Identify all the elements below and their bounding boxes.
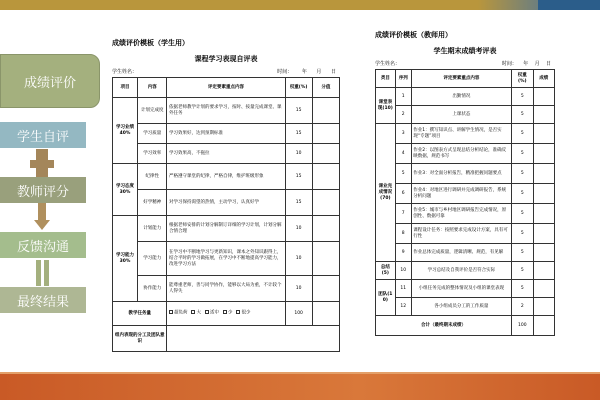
header-cell: 分值 (312, 78, 339, 98)
row-weight: 15 (285, 98, 312, 124)
flow-sidebar (0, 10, 110, 374)
row-desc: 依据老师教学计划的要求学习，按时、按量完成课堂、课外任务 (167, 98, 285, 124)
row-number: 1 (395, 88, 411, 106)
row-content: 纪律性 (137, 164, 167, 190)
header-cell: 项目 (113, 78, 138, 98)
row-desc: 作业5：城市与乡村地区调研报告完成情况，原创性、数据可靠 (411, 204, 511, 224)
table-row (376, 280, 555, 298)
score-cell[interactable] (533, 124, 554, 144)
evaluation-weight: 100 (285, 302, 312, 326)
footer-input[interactable] (167, 326, 340, 352)
row-number: 4 (395, 144, 411, 164)
row-number: 10 (395, 262, 411, 280)
checkbox-icon (191, 310, 195, 314)
row-desc: 作业4：对地区进行调研并完成调研报告，系统分析问题 (411, 184, 511, 204)
option-overload[interactable]: 超负荷 (169, 310, 188, 317)
evaluation-row (113, 302, 340, 326)
row-desc: 小组任务完成的整体情况及小组的课堂表现 (411, 280, 511, 298)
equals-icon-bar (44, 260, 49, 286)
score-cell[interactable] (312, 276, 339, 302)
row-weight: 5 (512, 262, 533, 280)
student-doc-meta (112, 68, 340, 75)
student-name-label: 学生姓名： (112, 69, 138, 75)
score-cell[interactable] (533, 88, 554, 106)
row-content: 计划完成度 (137, 98, 167, 124)
teacher-date-line: 时间： 年 月 日 (501, 61, 551, 67)
row-content: 学习质量 (137, 124, 167, 144)
row-weight: 5 (512, 106, 533, 124)
score-cell[interactable] (312, 98, 339, 124)
table-row (376, 88, 555, 106)
step-student-self-eval: 学生自评 (0, 122, 86, 148)
table-row (113, 216, 340, 242)
score-cell[interactable] (533, 164, 554, 184)
top-accent-blue (538, 0, 600, 10)
step-final-result: 最终结果 (0, 287, 86, 313)
score-cell[interactable] (533, 280, 554, 298)
table-row (376, 124, 555, 144)
table-row (113, 242, 340, 276)
option-large[interactable]: 大 (191, 310, 201, 317)
row-weight: 10 (285, 144, 312, 164)
student-eval-table (112, 77, 340, 352)
row-desc: 作业2：以图表方式呈现总结分析结论，准确反映数据，规范书写 (411, 144, 511, 164)
score-cell[interactable] (312, 190, 339, 216)
total-score-cell[interactable] (533, 316, 554, 336)
row-number: 9 (395, 244, 411, 262)
score-cell[interactable] (312, 242, 339, 276)
footer-label: 组内表现的分工及团队意识 (113, 326, 167, 352)
header-cell: 评定要素重点内容 (411, 70, 511, 88)
evaluation-label: 教学任务量 (113, 302, 167, 326)
group-label: 学习态度30% (113, 164, 138, 216)
plus-icon-bar (30, 160, 54, 168)
teacher-name-label: 学生姓名： (375, 61, 401, 67)
table-row (113, 98, 340, 124)
score-cell[interactable] (533, 144, 554, 164)
header-cell: 权重(%) (512, 70, 533, 88)
row-weight: 15 (285, 164, 312, 190)
score-cell[interactable] (312, 164, 339, 190)
table-row (113, 190, 340, 216)
teacher-evaluation-document (375, 30, 555, 360)
student-date-line: 时间： 年 月 日 (277, 69, 336, 75)
score-cell[interactable] (312, 124, 339, 144)
student-evaluation-document (112, 38, 340, 368)
row-desc: 对学习保持渴望的热情，主动学习，认真好学 (167, 190, 285, 216)
option-very-few[interactable]: 很少 (236, 310, 250, 317)
arrow-down-icon-head (34, 220, 50, 230)
row-weight: 10 (285, 216, 312, 242)
checkbox-icon (205, 310, 209, 314)
row-desc: 学习效果高，不拖拉 (167, 144, 285, 164)
row-desc: 根据老师安排的计划分解制订详细的学习计划，计划分解合情合理 (167, 216, 285, 242)
row-desc: 出勤情况 (411, 88, 511, 106)
teacher-table-title: 学生期末成绩考评表 (433, 47, 497, 55)
table-row (376, 298, 555, 316)
row-number: 2 (395, 106, 411, 124)
row-weight: 5 (512, 184, 533, 204)
score-cell[interactable] (533, 298, 554, 316)
row-desc: 学习总结及自我评价是否符合实际 (411, 262, 511, 280)
score-cell[interactable] (312, 302, 339, 326)
evaluation-options (167, 302, 285, 326)
row-number: 8 (395, 224, 411, 244)
row-weight: 10 (285, 276, 312, 302)
group-label: 课堂表现(10) (376, 88, 396, 124)
row-weight: 15 (285, 124, 312, 144)
table-row (113, 124, 340, 144)
table-row (376, 144, 555, 164)
group-label: 团队(10) (376, 280, 396, 316)
group-label: 学习业绩40% (113, 98, 138, 164)
teacher-eval-table (375, 69, 555, 336)
score-cell[interactable] (533, 244, 554, 262)
header-cell: 内容 (137, 78, 167, 98)
step-teacher-scoring: 教师评分 (0, 177, 86, 203)
top-accent-gradient (478, 0, 538, 10)
row-number: 12 (395, 298, 411, 316)
row-weight: 15 (285, 190, 312, 216)
row-weight: 5 (512, 224, 533, 244)
equals-icon (36, 260, 41, 286)
group-label: 学习能力30% (113, 216, 138, 302)
row-desc: 学习效果好，达到预期标准 (167, 124, 285, 144)
table-row (376, 262, 555, 280)
row-weight: 5 (512, 124, 533, 144)
row-desc: 严格遵守课堂的纪律，严格自律，维护班级形象 (167, 164, 285, 190)
row-weight: 5 (512, 88, 533, 106)
total-row (376, 316, 555, 336)
student-doc-title: 成绩评价模板（学生用） (112, 39, 189, 47)
row-content: 学习能力 (137, 242, 167, 276)
table-row (113, 144, 340, 164)
score-cell[interactable] (533, 184, 554, 204)
row-number: 7 (395, 204, 411, 224)
row-content: 好学精神 (137, 190, 167, 216)
footer-row (113, 326, 340, 352)
table-row (376, 244, 555, 262)
row-weight: 5 (512, 244, 533, 262)
score-cell[interactable] (312, 144, 339, 164)
table-row (113, 164, 340, 190)
table-row (376, 204, 555, 224)
table-row (376, 184, 555, 204)
row-number: 3 (395, 124, 411, 144)
header-cell: 评定要素重点内容 (167, 78, 285, 98)
row-desc: 课程设计任务：按照要求完成设计方案，具有可行性 (411, 224, 511, 244)
row-weight: 10 (285, 242, 312, 276)
score-cell[interactable] (312, 216, 339, 242)
teacher-doc-meta (375, 60, 555, 67)
header-cell: 成绩 (533, 70, 554, 88)
group-label: 总结(5) (376, 262, 396, 280)
checkbox-icon (169, 310, 173, 314)
table-header-row (113, 78, 340, 98)
option-moderate[interactable]: 适中 (205, 310, 219, 317)
row-desc: 在学习中不断地学习与更新知识，课本之外知识跟得上，结合平时的学习做拓展，在学习中不断地提高学习能力，改进学习方法 (167, 242, 285, 276)
table-row (113, 276, 340, 302)
table-row (376, 224, 555, 244)
row-number: 6 (395, 184, 411, 204)
header-cell: 类目 (376, 70, 396, 88)
checkbox-icon (236, 310, 240, 314)
option-few[interactable]: 少 (223, 310, 233, 317)
row-number: 11 (395, 280, 411, 298)
row-desc: 能尊重老师，善与同学协作，能够以大局为重，不计较个人得失 (167, 276, 285, 302)
row-desc: 作业总体完成质量，逻辑清晰、规范，有见解 (411, 244, 511, 262)
score-cell[interactable] (533, 106, 554, 124)
row-weight: 2 (512, 298, 533, 316)
arrow-down-icon (38, 203, 46, 221)
score-cell[interactable] (533, 204, 554, 224)
row-desc: 各小组成员分工的工作质量 (411, 298, 511, 316)
row-content: 学习效率 (137, 144, 167, 164)
row-content: 协作能力 (137, 276, 167, 302)
total-label: 合计（最终期末成绩） (376, 316, 512, 336)
sidebar-title: 成绩评价 (0, 54, 100, 108)
bottom-accent-bar (0, 374, 600, 400)
checkbox-icon (223, 310, 227, 314)
table-row (376, 106, 555, 124)
row-weight: 5 (512, 144, 533, 164)
score-cell[interactable] (533, 262, 554, 280)
score-cell[interactable] (533, 224, 554, 244)
table-header-row (376, 70, 555, 88)
teacher-doc-title: 成绩评价模板（教师用） (375, 31, 452, 39)
header-cell: 序列 (395, 70, 411, 88)
total-weight: 100 (512, 316, 533, 336)
row-desc: 上课状态 (411, 106, 511, 124)
row-weight: 5 (512, 204, 533, 224)
step-feedback: 反馈沟通 (0, 232, 86, 258)
row-content: 计划能力 (137, 216, 167, 242)
student-table-title: 课程学习表现自评表 (194, 55, 258, 63)
row-desc: 作业3：对全面分析报告，精准把握问题要点 (411, 164, 511, 184)
row-number: 5 (395, 164, 411, 184)
row-weight: 5 (512, 164, 533, 184)
row-desc: 作业1：撰写知识点、讲解学生情况，是否实现“专题”项目 (411, 124, 511, 144)
row-weight: 5 (512, 280, 533, 298)
table-row (376, 164, 555, 184)
header-cell: 权重(%) (285, 78, 312, 98)
group-label: 课业完成情况(70) (376, 124, 396, 262)
